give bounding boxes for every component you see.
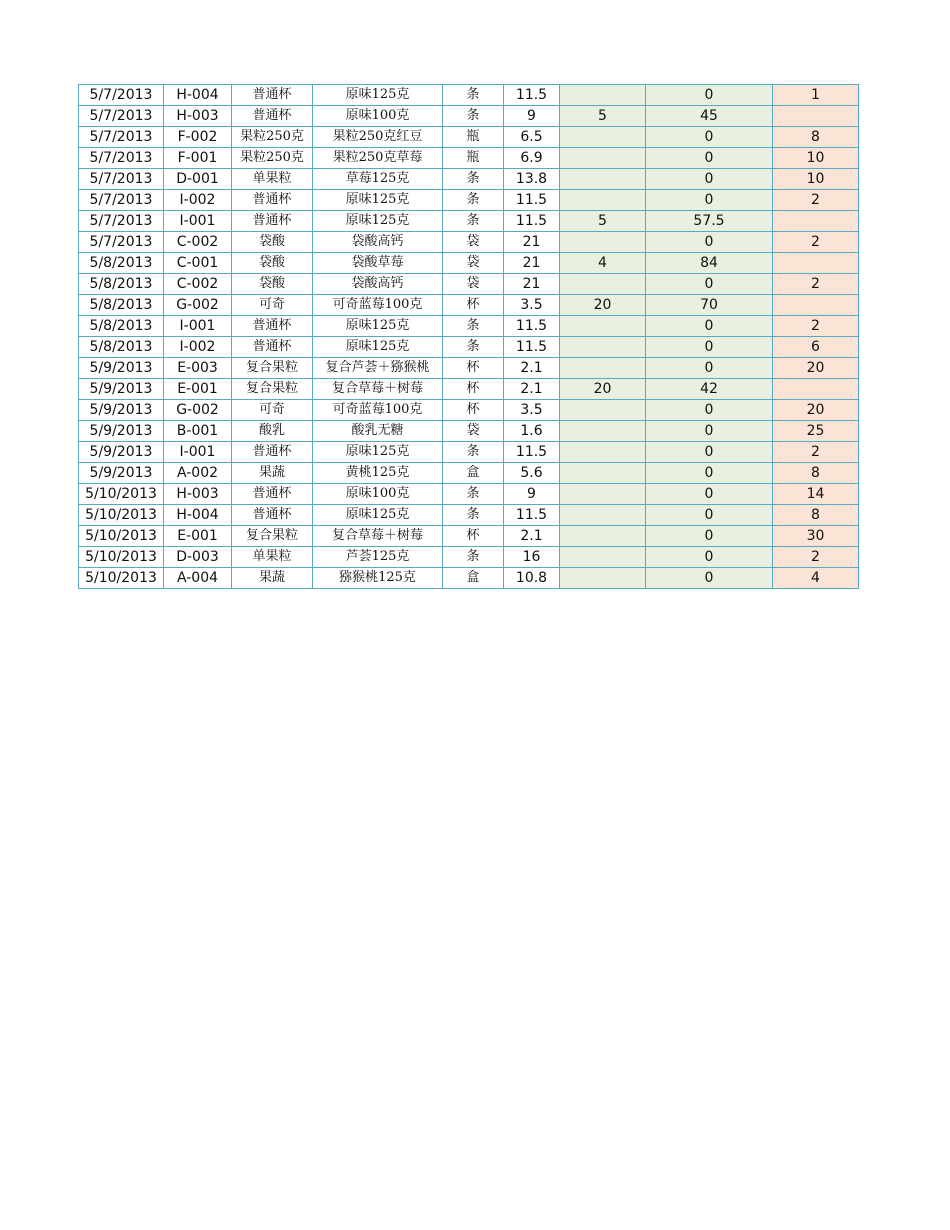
price-cell[interactable]: 21: [504, 274, 560, 295]
unit-cell[interactable]: 条: [443, 211, 504, 232]
date-cell[interactable]: 5/7/2013: [79, 211, 164, 232]
amount-cell[interactable]: 0: [646, 358, 773, 379]
product-cell[interactable]: 原味125克: [313, 316, 443, 337]
category-cell[interactable]: 普通杯: [232, 316, 313, 337]
qty-out-cell[interactable]: 8: [773, 127, 859, 148]
category-cell[interactable]: 袋酸: [232, 274, 313, 295]
qty-out-cell[interactable]: 2: [773, 316, 859, 337]
date-cell[interactable]: 5/8/2013: [79, 274, 164, 295]
price-cell[interactable]: 11.5: [504, 85, 560, 106]
amount-cell[interactable]: 0: [646, 169, 773, 190]
qty-out-cell[interactable]: 6: [773, 337, 859, 358]
product-cell[interactable]: 果粒250克红豆: [313, 127, 443, 148]
amount-cell[interactable]: 0: [646, 526, 773, 547]
product-cell[interactable]: 原味125克: [313, 505, 443, 526]
code-cell[interactable]: A-004: [164, 568, 232, 589]
table-row: [79, 211, 859, 232]
qty-in-cell[interactable]: [560, 358, 646, 379]
table-row: [79, 463, 859, 484]
qty-out-cell[interactable]: [773, 106, 859, 127]
category-cell[interactable]: 酸乳: [232, 421, 313, 442]
qty-out-cell[interactable]: 2: [773, 190, 859, 211]
price-cell[interactable]: 21: [504, 253, 560, 274]
amount-cell[interactable]: 0: [646, 484, 773, 505]
product-cell[interactable]: 可奇蓝莓100克: [313, 400, 443, 421]
product-cell[interactable]: 袋酸草莓: [313, 253, 443, 274]
date-cell[interactable]: 5/9/2013: [79, 421, 164, 442]
date-cell[interactable]: 5/10/2013: [79, 505, 164, 526]
code-cell[interactable]: A-002: [164, 463, 232, 484]
qty-out-cell[interactable]: [773, 211, 859, 232]
date-cell[interactable]: 5/10/2013: [79, 484, 164, 505]
qty-in-cell[interactable]: [560, 568, 646, 589]
product-cell[interactable]: 袋酸高钙: [313, 232, 443, 253]
price-cell[interactable]: 11.5: [504, 337, 560, 358]
date-cell[interactable]: 5/9/2013: [79, 400, 164, 421]
qty-in-cell[interactable]: [560, 190, 646, 211]
code-cell[interactable]: I-002: [164, 337, 232, 358]
category-cell[interactable]: 袋酸: [232, 232, 313, 253]
qty-out-cell[interactable]: 2: [773, 547, 859, 568]
table-row: [79, 169, 859, 190]
price-cell[interactable]: 16: [504, 547, 560, 568]
category-cell[interactable]: 复合果粒: [232, 379, 313, 400]
qty-in-cell[interactable]: 4: [560, 253, 646, 274]
table-row: [79, 568, 859, 589]
price-cell[interactable]: 9: [504, 484, 560, 505]
table-row: [79, 232, 859, 253]
unit-cell[interactable]: 瓶: [443, 148, 504, 169]
unit-cell[interactable]: 条: [443, 442, 504, 463]
code-cell[interactable]: G-002: [164, 400, 232, 421]
qty-in-cell[interactable]: [560, 232, 646, 253]
date-cell[interactable]: 5/7/2013: [79, 148, 164, 169]
price-cell[interactable]: 6.9: [504, 148, 560, 169]
unit-cell[interactable]: 袋: [443, 253, 504, 274]
category-cell[interactable]: 普通杯: [232, 85, 313, 106]
qty-out-cell[interactable]: 8: [773, 463, 859, 484]
table-row: [79, 190, 859, 211]
table-row: [79, 253, 859, 274]
table-row: [79, 421, 859, 442]
amount-cell[interactable]: 0: [646, 442, 773, 463]
product-cell[interactable]: 原味125克: [313, 190, 443, 211]
code-cell[interactable]: E-001: [164, 526, 232, 547]
qty-out-cell[interactable]: 8: [773, 505, 859, 526]
table-row: [79, 148, 859, 169]
code-cell[interactable]: C-001: [164, 253, 232, 274]
price-cell[interactable]: 5.6: [504, 463, 560, 484]
table-row: [79, 295, 859, 316]
qty-in-cell[interactable]: [560, 484, 646, 505]
amount-cell[interactable]: 0: [646, 148, 773, 169]
price-cell[interactable]: 11.5: [504, 505, 560, 526]
category-cell[interactable]: 普通杯: [232, 211, 313, 232]
category-cell[interactable]: 可奇: [232, 295, 313, 316]
unit-cell[interactable]: 杯: [443, 526, 504, 547]
qty-out-cell[interactable]: 25: [773, 421, 859, 442]
table-row: [79, 85, 859, 106]
code-cell[interactable]: G-002: [164, 295, 232, 316]
code-cell[interactable]: C-002: [164, 274, 232, 295]
date-cell[interactable]: 5/9/2013: [79, 463, 164, 484]
price-cell[interactable]: 9: [504, 106, 560, 127]
product-cell[interactable]: 原味125克: [313, 85, 443, 106]
category-cell[interactable]: 普通杯: [232, 442, 313, 463]
amount-cell[interactable]: 0: [646, 127, 773, 148]
code-cell[interactable]: D-003: [164, 547, 232, 568]
amount-cell[interactable]: 0: [646, 505, 773, 526]
unit-cell[interactable]: 袋: [443, 421, 504, 442]
qty-in-cell[interactable]: [560, 463, 646, 484]
unit-cell[interactable]: 袋: [443, 232, 504, 253]
product-cell[interactable]: 酸乳无糖: [313, 421, 443, 442]
qty-in-cell[interactable]: [560, 85, 646, 106]
unit-cell[interactable]: 瓶: [443, 127, 504, 148]
qty-out-cell[interactable]: 4: [773, 568, 859, 589]
qty-out-cell[interactable]: 20: [773, 400, 859, 421]
product-cell[interactable]: 草莓125克: [313, 169, 443, 190]
price-cell[interactable]: 11.5: [504, 190, 560, 211]
amount-cell[interactable]: 0: [646, 400, 773, 421]
qty-out-cell[interactable]: 2: [773, 442, 859, 463]
qty-in-cell[interactable]: 5: [560, 106, 646, 127]
qty-in-cell[interactable]: [560, 526, 646, 547]
date-cell[interactable]: 5/7/2013: [79, 85, 164, 106]
product-cell[interactable]: 复合芦荟＋猕猴桃: [313, 358, 443, 379]
table-row: [79, 337, 859, 358]
qty-out-cell[interactable]: 20: [773, 358, 859, 379]
category-cell[interactable]: 果蔬: [232, 463, 313, 484]
date-cell[interactable]: 5/7/2013: [79, 106, 164, 127]
table-row: [79, 400, 859, 421]
amount-cell[interactable]: 0: [646, 232, 773, 253]
unit-cell[interactable]: 杯: [443, 358, 504, 379]
price-cell[interactable]: 13.8: [504, 169, 560, 190]
amount-cell[interactable]: 42: [646, 379, 773, 400]
date-cell[interactable]: 5/10/2013: [79, 526, 164, 547]
qty-out-cell[interactable]: 10: [773, 169, 859, 190]
qty-in-cell[interactable]: [560, 505, 646, 526]
table-row: [79, 505, 859, 526]
date-cell[interactable]: 5/7/2013: [79, 127, 164, 148]
qty-in-cell[interactable]: [560, 547, 646, 568]
code-cell[interactable]: D-001: [164, 169, 232, 190]
price-cell[interactable]: 2.1: [504, 358, 560, 379]
product-cell[interactable]: 芦荟125克: [313, 547, 443, 568]
unit-cell[interactable]: 条: [443, 169, 504, 190]
code-cell[interactable]: F-002: [164, 127, 232, 148]
category-cell[interactable]: 普通杯: [232, 190, 313, 211]
qty-out-cell[interactable]: 30: [773, 526, 859, 547]
amount-cell[interactable]: 0: [646, 421, 773, 442]
product-cell[interactable]: 黄桃125克: [313, 463, 443, 484]
code-cell[interactable]: I-001: [164, 211, 232, 232]
code-cell[interactable]: H-003: [164, 106, 232, 127]
amount-cell[interactable]: 0: [646, 274, 773, 295]
table-row: [79, 442, 859, 463]
qty-in-cell[interactable]: 5: [560, 211, 646, 232]
price-cell[interactable]: 11.5: [504, 211, 560, 232]
table-row: [79, 379, 859, 400]
table-row: [79, 274, 859, 295]
qty-in-cell[interactable]: [560, 400, 646, 421]
product-cell[interactable]: 复合草莓＋树莓: [313, 526, 443, 547]
qty-out-cell[interactable]: [773, 253, 859, 274]
category-cell[interactable]: 单果粒: [232, 169, 313, 190]
amount-cell[interactable]: 0: [646, 568, 773, 589]
category-cell[interactable]: 单果粒: [232, 547, 313, 568]
amount-cell[interactable]: 70: [646, 295, 773, 316]
qty-out-cell[interactable]: 2: [773, 232, 859, 253]
category-cell[interactable]: 复合果粒: [232, 526, 313, 547]
amount-cell[interactable]: 0: [646, 547, 773, 568]
code-cell[interactable]: I-001: [164, 442, 232, 463]
product-cell[interactable]: 原味125克: [313, 337, 443, 358]
code-cell[interactable]: H-004: [164, 505, 232, 526]
code-cell[interactable]: E-003: [164, 358, 232, 379]
table-row: [79, 106, 859, 127]
category-cell[interactable]: 普通杯: [232, 505, 313, 526]
date-cell[interactable]: 5/7/2013: [79, 190, 164, 211]
unit-cell[interactable]: 条: [443, 337, 504, 358]
price-cell[interactable]: 1.6: [504, 421, 560, 442]
category-cell[interactable]: 复合果粒: [232, 358, 313, 379]
qty-out-cell[interactable]: 10: [773, 148, 859, 169]
category-cell[interactable]: 普通杯: [232, 484, 313, 505]
product-cell[interactable]: 原味100克: [313, 484, 443, 505]
table-row: [79, 484, 859, 505]
code-cell[interactable]: C-002: [164, 232, 232, 253]
amount-cell[interactable]: 0: [646, 463, 773, 484]
table-row: [79, 358, 859, 379]
product-cell[interactable]: 复合草莓＋树莓: [313, 379, 443, 400]
qty-in-cell[interactable]: 20: [560, 295, 646, 316]
amount-cell[interactable]: 0: [646, 190, 773, 211]
code-cell[interactable]: F-001: [164, 148, 232, 169]
table-row: [79, 127, 859, 148]
date-cell[interactable]: 5/9/2013: [79, 379, 164, 400]
qty-in-cell[interactable]: 20: [560, 379, 646, 400]
qty-in-cell[interactable]: [560, 127, 646, 148]
qty-in-cell[interactable]: [560, 169, 646, 190]
product-cell[interactable]: 原味125克: [313, 211, 443, 232]
unit-cell[interactable]: 条: [443, 85, 504, 106]
date-cell[interactable]: 5/10/2013: [79, 547, 164, 568]
date-cell[interactable]: 5/9/2013: [79, 358, 164, 379]
category-cell[interactable]: 普通杯: [232, 106, 313, 127]
code-cell[interactable]: E-001: [164, 379, 232, 400]
table-row: [79, 316, 859, 337]
unit-cell[interactable]: 条: [443, 547, 504, 568]
product-cell[interactable]: 猕猴桃125克: [313, 568, 443, 589]
amount-cell[interactable]: 0: [646, 316, 773, 337]
price-cell[interactable]: 3.5: [504, 400, 560, 421]
product-cell[interactable]: 原味100克: [313, 106, 443, 127]
table-row: [79, 526, 859, 547]
unit-cell[interactable]: 袋: [443, 274, 504, 295]
date-cell[interactable]: 5/9/2013: [79, 442, 164, 463]
date-cell[interactable]: 5/7/2013: [79, 169, 164, 190]
qty-out-cell[interactable]: [773, 379, 859, 400]
code-cell[interactable]: B-001: [164, 421, 232, 442]
code-cell[interactable]: H-004: [164, 85, 232, 106]
category-cell[interactable]: 果粒250克: [232, 127, 313, 148]
amount-cell[interactable]: 45: [646, 106, 773, 127]
qty-in-cell[interactable]: [560, 442, 646, 463]
price-cell[interactable]: 2.1: [504, 526, 560, 547]
amount-cell[interactable]: 84: [646, 253, 773, 274]
price-cell[interactable]: 3.5: [504, 295, 560, 316]
qty-out-cell[interactable]: 14: [773, 484, 859, 505]
date-cell[interactable]: 5/8/2013: [79, 295, 164, 316]
code-cell[interactable]: H-003: [164, 484, 232, 505]
unit-cell[interactable]: 条: [443, 316, 504, 337]
category-cell[interactable]: 果粒250克: [232, 148, 313, 169]
date-cell[interactable]: 5/8/2013: [79, 253, 164, 274]
date-cell[interactable]: 5/8/2013: [79, 316, 164, 337]
product-cell[interactable]: 袋酸高钙: [313, 274, 443, 295]
category-cell[interactable]: 普通杯: [232, 337, 313, 358]
qty-in-cell[interactable]: [560, 274, 646, 295]
qty-in-cell[interactable]: [560, 421, 646, 442]
price-cell[interactable]: 11.5: [504, 442, 560, 463]
unit-cell[interactable]: 条: [443, 484, 504, 505]
unit-cell[interactable]: 杯: [443, 295, 504, 316]
product-cell[interactable]: 果粒250克草莓: [313, 148, 443, 169]
table-row: [79, 547, 859, 568]
table-body: [79, 85, 859, 589]
unit-cell[interactable]: 条: [443, 106, 504, 127]
date-cell[interactable]: 5/7/2013: [79, 232, 164, 253]
unit-cell[interactable]: 杯: [443, 400, 504, 421]
unit-cell[interactable]: 条: [443, 190, 504, 211]
unit-cell[interactable]: 盒: [443, 463, 504, 484]
qty-out-cell[interactable]: 2: [773, 274, 859, 295]
price-cell[interactable]: 2.1: [504, 379, 560, 400]
price-cell[interactable]: 10.8: [504, 568, 560, 589]
category-cell[interactable]: 可奇: [232, 400, 313, 421]
amount-cell[interactable]: 0: [646, 85, 773, 106]
code-cell[interactable]: I-002: [164, 190, 232, 211]
qty-out-cell[interactable]: [773, 295, 859, 316]
date-cell[interactable]: 5/10/2013: [79, 568, 164, 589]
amount-cell[interactable]: 57.5: [646, 211, 773, 232]
price-cell[interactable]: 11.5: [504, 316, 560, 337]
price-cell[interactable]: 6.5: [504, 127, 560, 148]
product-cell[interactable]: 可奇蓝莓100克: [313, 295, 443, 316]
date-cell[interactable]: 5/8/2013: [79, 337, 164, 358]
spreadsheet-table: [78, 84, 859, 589]
unit-cell[interactable]: 盒: [443, 568, 504, 589]
category-cell[interactable]: 果蔬: [232, 568, 313, 589]
amount-cell[interactable]: 0: [646, 337, 773, 358]
product-cell[interactable]: 原味125克: [313, 442, 443, 463]
price-cell[interactable]: 21: [504, 232, 560, 253]
qty-in-cell[interactable]: [560, 337, 646, 358]
code-cell[interactable]: I-001: [164, 316, 232, 337]
qty-in-cell[interactable]: [560, 316, 646, 337]
category-cell[interactable]: 袋酸: [232, 253, 313, 274]
unit-cell[interactable]: 条: [443, 505, 504, 526]
unit-cell[interactable]: 杯: [443, 379, 504, 400]
qty-out-cell[interactable]: 1: [773, 85, 859, 106]
qty-in-cell[interactable]: [560, 148, 646, 169]
